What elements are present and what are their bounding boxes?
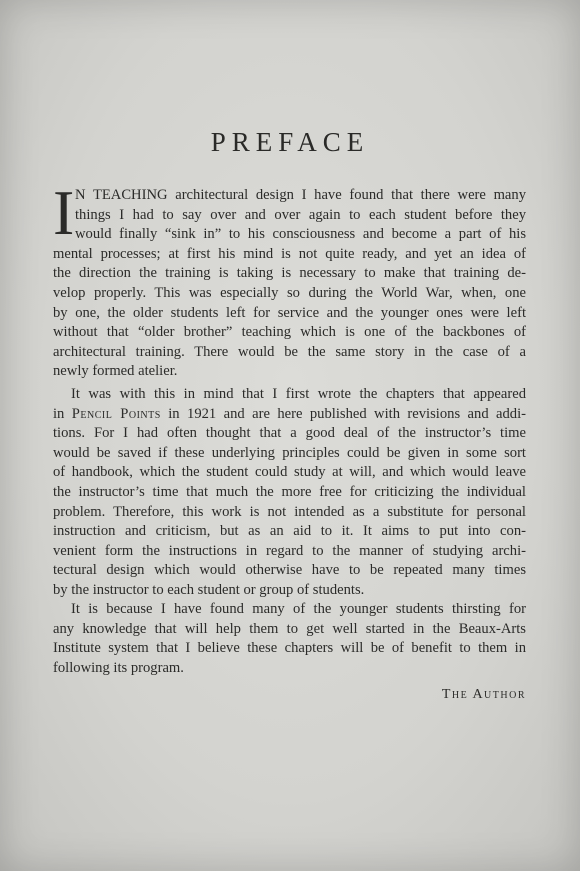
text-line: instruction and criticism, but as an aid to it. It aims to put into con- xyxy=(53,523,526,540)
text-line: by the instructor to each student or group of students. xyxy=(53,581,365,598)
text-line: without that “older brother” teaching which is one of the backbones of xyxy=(53,324,526,341)
text-line: problem. Therefore, this work is not intended as a substitute for personal xyxy=(53,503,526,520)
text-line: things I had to say over and over again to each student before they xyxy=(75,206,526,223)
text-line xyxy=(53,405,526,425)
text-line: It was with this in mind that I first wrote the chapters that appeared xyxy=(71,386,526,402)
text-line: N TEACHING architectural design I have found that there were many xyxy=(75,187,526,203)
text-line: any knowledge that will help them to get well started in the Beaux-Arts xyxy=(53,620,526,637)
text-line: tions. For I had often thought that a good deal of the instructor’s time xyxy=(53,425,526,442)
text-line: Institute system that I believe these chapters will be of benefit to them in xyxy=(53,640,526,657)
text-line: architectural training. There would be the same story in the case of a xyxy=(53,343,526,360)
magazine-name: Pencil Points xyxy=(71,405,161,422)
author-signature: The Author xyxy=(441,687,526,702)
text-line: mental processes; at first his mind is not quite ready, and yet an idea of xyxy=(53,245,526,262)
text-fragment: in xyxy=(53,405,72,422)
text-line: the instructor’s time that much the more free for criticizing the individual xyxy=(53,483,526,500)
page-title: PREFACE xyxy=(210,127,370,157)
text-line: of handbook, which the student could study at will, and which would leave xyxy=(53,464,526,481)
paragraph-1 xyxy=(53,186,526,382)
paragraph-2 xyxy=(53,385,526,601)
text-line: by one, the older students left for service and the younger ones were left xyxy=(53,304,526,321)
paragraph-3 xyxy=(53,600,526,678)
text-line: It is because I have found many of the younger students thirsting for xyxy=(71,601,526,617)
text-line: the direction the training is taking is necessary to make that training de- xyxy=(53,265,526,282)
text-line: velop properly. This was especially so during the World War, when, one xyxy=(53,284,526,301)
text-fragment: in 1921 and are here published with revisions and addi- xyxy=(160,405,527,422)
text-line: following its program. xyxy=(53,659,184,676)
drop-cap: I xyxy=(53,177,75,248)
text-line: newly formed atelier. xyxy=(53,363,178,380)
text-line: would finally “sink in” to his consciousness and become a part of his xyxy=(75,226,526,243)
text-line: tectural design which would otherwise have to be repeated many times xyxy=(53,562,526,579)
text-line: venient form the instructions in regard to the manner of studying archi- xyxy=(53,542,526,559)
text-line: would be saved if these underlying principles could be given in some sort xyxy=(53,444,526,461)
